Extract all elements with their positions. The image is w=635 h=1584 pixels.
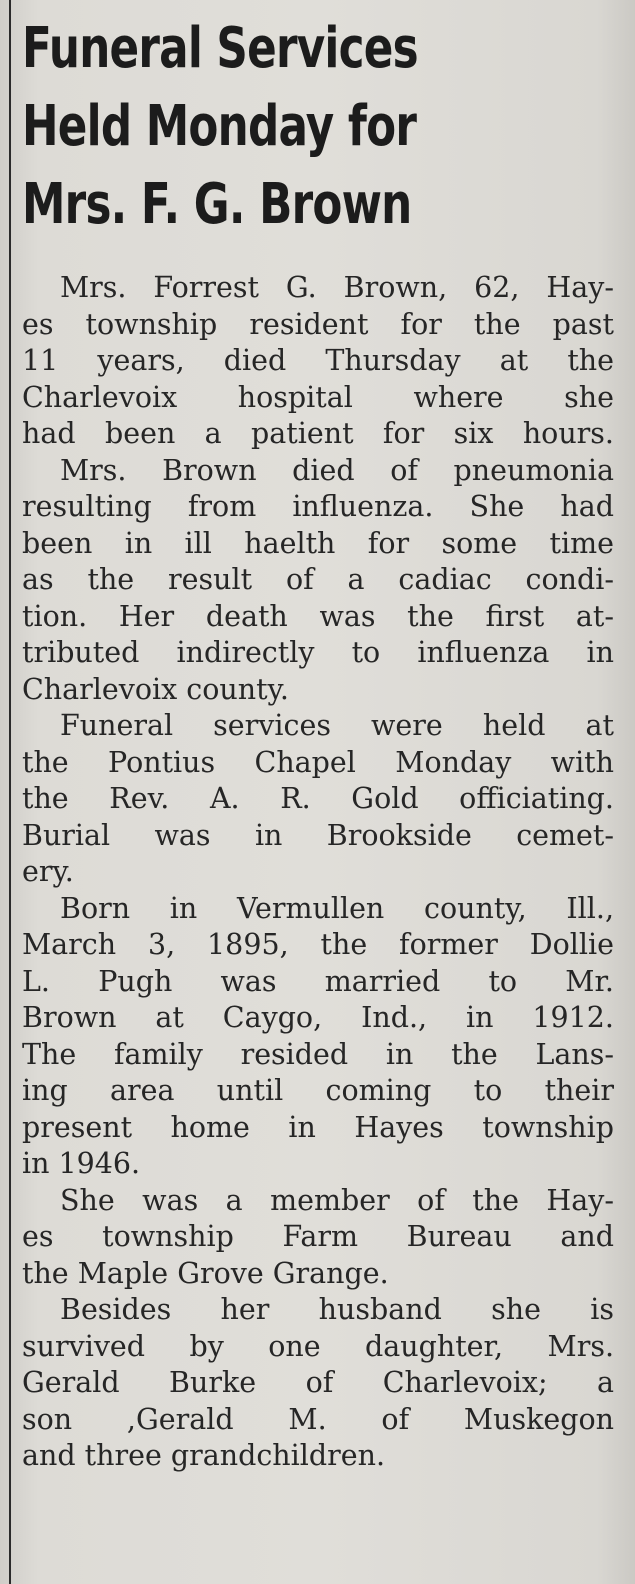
text-line: Funeral services were held at (60, 709, 614, 742)
text-line: tributed indirectly to influenza in (22, 636, 614, 669)
text-line: Gerald Burke of Charlevoix; a (22, 1366, 614, 1399)
text-line: The family resided in the Lans- (22, 1037, 614, 1071)
headline-line: Mrs. F. G. Brown (22, 172, 412, 237)
paragraph (22, 453, 614, 709)
text-line: son ,Gerald M. of Muskegon (22, 1402, 614, 1436)
text-line: tion. Her death was the first at- (22, 599, 614, 633)
text-line: Mrs. Forrest G. Brown, 62, Hay- (60, 271, 614, 304)
headline (22, 10, 490, 244)
text-line: the Maple Grove Grange. (22, 1256, 389, 1290)
text-line: as the result of a cadiac condi- (22, 563, 614, 596)
column-rule (9, 0, 11, 1584)
text-line: es township resident for the past (22, 307, 614, 341)
text-line: L. Pugh was married to Mr. (22, 964, 614, 998)
text-line: and three grandchildren. (22, 1439, 386, 1472)
text-line: resulting from influenza. She had (22, 490, 614, 523)
text-line: March 3, 1895, the former Dollie (22, 928, 614, 961)
text-line: Besides her husband she is (60, 1293, 614, 1326)
text-line: the Rev. A. R. Gold officiating. (22, 782, 614, 815)
text-line: survived by one daughter, Mrs. (22, 1329, 614, 1363)
headline-line: Funeral Services (22, 16, 418, 81)
paragraph (22, 270, 614, 453)
text-line: Charlevoix hospital where she (22, 380, 614, 414)
text-line: Charlevoix county. (22, 672, 289, 706)
paragraph (22, 1183, 614, 1293)
text-line: Burial was in Brookside cemet- (22, 818, 614, 852)
text-line: She was a member of the Hay- (60, 1183, 614, 1217)
text-line: been in ill haelth for some time (22, 526, 614, 560)
text-line: Born in Vermullen county, Ill., (60, 891, 614, 925)
text-line: in 1946. (22, 1147, 141, 1180)
text-line: ing area until coming to their (22, 1074, 614, 1107)
paragraph (22, 1292, 614, 1475)
paragraph (22, 891, 614, 1183)
text-line: present home in Hayes township (22, 1110, 614, 1144)
article-body (22, 270, 614, 1475)
text-line: the Pontius Chapel Monday with (22, 745, 614, 779)
headline-line: Held Monday for (22, 94, 417, 159)
text-line: ery. (22, 855, 74, 888)
text-line: 11 years, died Thursday at the (22, 344, 614, 377)
text-line: es township Farm Bureau and (22, 1220, 614, 1253)
text-line: had been a patient for six hours. (22, 417, 614, 450)
text-line: Mrs. Brown died of pneumonia (60, 453, 614, 487)
text-line: Brown at Caygo, Ind., in 1912. (22, 1001, 614, 1034)
paragraph (22, 708, 614, 891)
